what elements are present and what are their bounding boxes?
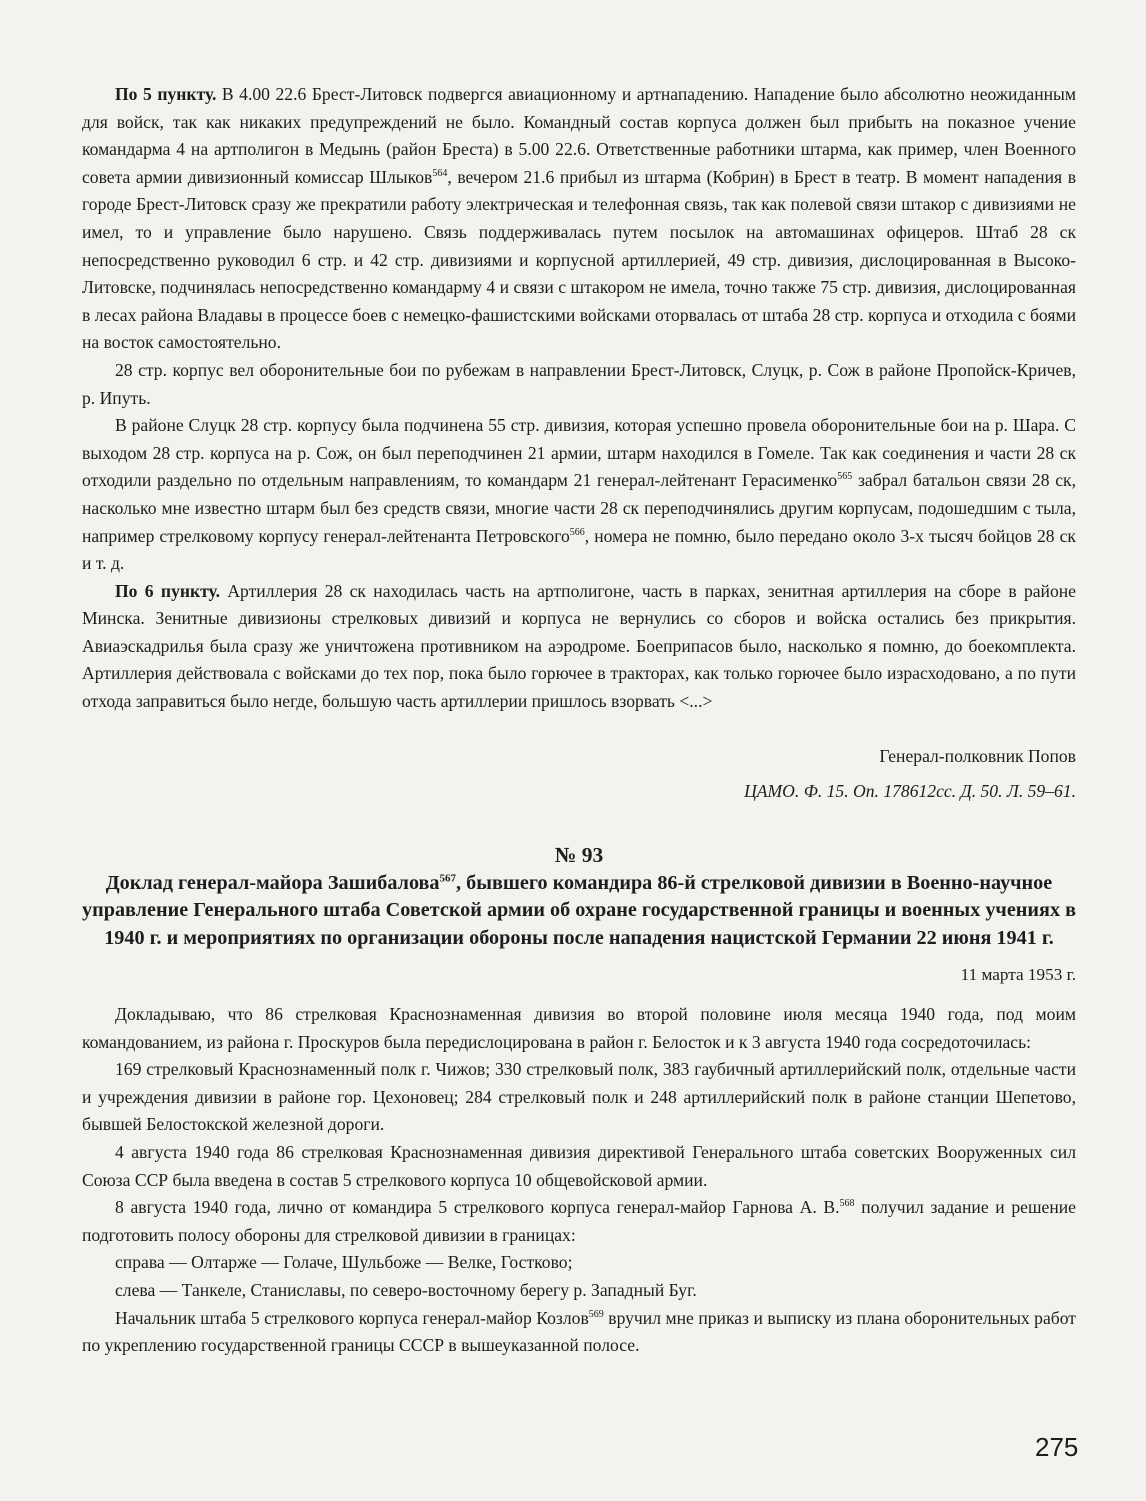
report-paragraph-5 [82,1305,1076,1360]
title-text-a: Доклад генерал-майора Зашибалова [105,871,440,894]
slutsk-text-c: , номера не помню, было передано около 3-х тысяч бойцов 28 ск и т. д. [82,525,1076,574]
footnote-ref-564[interactable]: 564 [432,167,448,179]
report-paragraph-1: Докладываю, что 86 стрелковая Краснознаменная дивизия во второй половине июля месяца 1940 года, под моим командованием, из района г. Проскуров была передислоцирована в район г. Белосток и к 3 августа 1940 года сосредоточилась: [82,1004,1076,1052]
document-date: 11 марта 1953 г. [960,965,1076,985]
footnote-ref-566[interactable]: 566 [569,526,585,538]
report-paragraph-2: 169 стрелковый Краснознаменный полк г. Чижов; 330 стрелковый полк, 383 гаубичный артиллерийский полк, отдельные части и учреждения дивизии в районе гор. Цехоновец; 284 стрелковый полк и 248 артиллерийский полк в районе станции Шепетово, бывшей Белостокской железной дороги. [82,1059,1076,1135]
paragraph-slutsk [82,412,1076,578]
footnote-ref-568[interactable]: 568 [839,1198,855,1210]
document-number: № 93 [554,842,604,867]
paragraph-point-6 [82,578,1076,716]
footnote-ref-565[interactable]: 565 [837,471,853,483]
document-title [82,870,1076,953]
signature: Генерал-полковник Попов [879,745,1076,766]
point-6-label: По 6 пункту. [115,580,220,601]
slutsk-text-a: В районе Слуцк 28 стр. корпусу была подчинена 55 стр. дивизия, которая успешно провела оборонительные бои на р. Шара. С выходом 28 стр. корпуса на р. Сож, он был переподчинен 21 армии, штарм находился в Гомеле. Так как соединения и части 28 ск отходили раздельно по отдельным направлениям, то командарм 21 генерал-лейтенант Герасименко [82,415,1076,491]
archive-source: ЦАМО. Ф. 15. Оп. 178612сс. Д. 50. Л. 59–61. [744,780,1076,801]
point-6-text: Артиллерия 28 ск находилась часть на артполигоне, часть в парках, зенитная артиллерия на сборе в районе Минска. Зенитные дивизионы стрелковых дивизий и корпуса не вернулись со сборов и войска остались без прикрытия. Авиаэскадрилья была сразу же уничтожена противником на аэродроме. Боеприпасов было, насколько я помню, до боекомплекта. Артиллерия действовала с войсками до тех пор, пока было горючее в тракторах, как только горючее было израсходовано, а по пути отхода заправиться было негде, большую часть артиллерии пришлось взорвать <...> [82,580,1076,712]
report-paragraph-left-border: слева — Танкеле, Станиславы, по северо-восточному берегу р. Западный Буг. [115,1279,697,1300]
point-5-text-b: , вечером 21.6 прибыл из штарма (Кобрин) в Брест в театр. В момент нападения в городе Брест-Литовск сразу же прекратили работу электрическая и телефонная связь, так как полевой связи штакор с дивизиями не имел, то и управление было нарушено. Связь поддерживалась путем посылок на автомашинах офицеров. Штаб 28 ск непосредственно руководил 6 стр. и 42 стр. дивизиями и корпусной артиллерией, 49 стр. дивизия, дислоцированная в Высоко-Литовске, подчинялась непосредственно командарму 4 и связи с штакором не имела, точно также 75 стр. дивизия, дислоцированная в лесах района Владавы в процессе боев с немецко-фашистскими войсками оторвалась от штаба 28 стр. корпуса и отходила с боями на восток самостоятельно. [82,166,1076,353]
slutsk-text-b: забрал батальон связи 28 ск, насколько мне известно штарм был без средств связи, многие части 28 ск переподчинялись другим корпусам, подошедшим с тыла, например стрелковому корпусу генерал-лейтенанта Петровского [82,470,1076,546]
page-number: 275 [1035,1432,1079,1462]
footnote-ref-569[interactable]: 569 [588,1308,604,1320]
footnote-ref-567[interactable]: 567 [439,871,457,884]
report-p7-text-a: Начальник штаба 5 стрелкового корпуса генерал-майор Козлов [115,1307,589,1328]
report-p4-text-b: получил задание и решение подготовить полосу обороны для стрелковой дивизии в границах: [82,1197,1076,1245]
point-5-text-a: В 4.00 22.6 Брест-Литовск подвергся авиационному и артнападению. Нападение было абсолютно неожиданным для войск, так как никаких предупреждений не было. Командный состав корпуса должен был прибыть на показное учение командарма 4 на артполигон в Медынь (район Бреста) в 5.00 22.6. Ответственные работники штарма, как пример, член Военного совета армии дивизионный комиссар Шлыков [82,84,1076,187]
paragraph-28-corps: 28 стр. корпус вел оборонительные бои по рубежам в направлении Брест-Литовск, Слуцк, р. Сож в районе Пропойск-Кричев, р. Ипуть. [82,359,1076,408]
report-paragraph-right-border: справа — Олтарже — Голаче, Шульбоже — Велке, Гостково; [115,1252,573,1273]
report-paragraph-4 [82,1194,1076,1249]
report-p4-text-a: 8 августа 1940 года, лично от командира 5 стрелкового корпуса генерал-майор Гарнова А. В. [115,1197,840,1218]
paragraph-point-5 [82,81,1076,357]
report-paragraph-3: 4 августа 1940 года 86 стрелковая Краснознаменная дивизия директивой Генерального штаба советских Вооруженных сил Союза ССР была введена в состав 5 стрелкового корпуса 10 общевойсковой армии. [82,1142,1076,1190]
title-text-b: , бывшего командира 86-й стрелковой дивизии в Военно-научное управление Генерального штаба Советской армии об охране государственной границы и военных учениях в 1940 г. и мероприятиях по организации обороны после нападения нацистской Германии 22 июня 1941 г. [82,871,1077,950]
report-p7-text-b: вручил мне приказ и выписку из плана оборонительных работ по укреплению государственной границы СССР в вышеуказанной полосе. [82,1307,1076,1356]
point-5-label: По 5 пункту. [115,84,217,104]
